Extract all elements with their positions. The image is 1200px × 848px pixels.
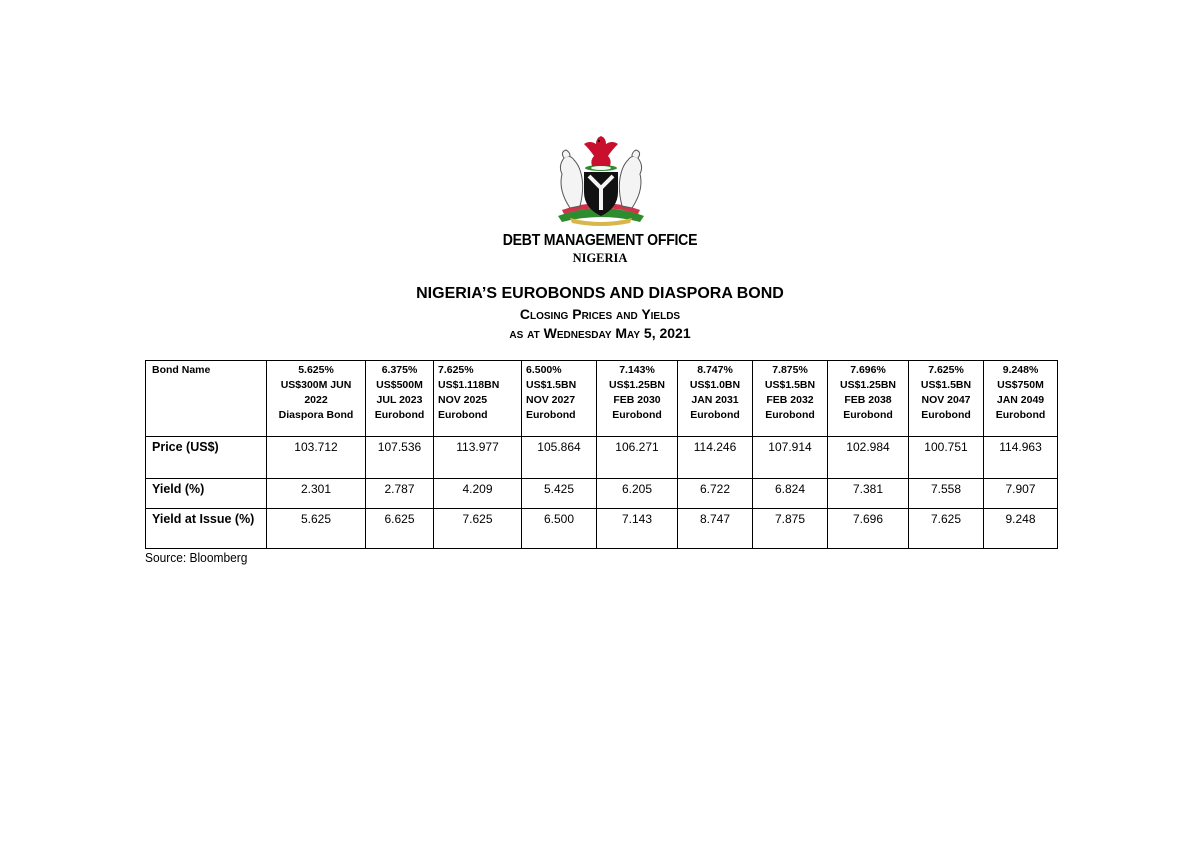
bond-line: US$1.25BN [608, 379, 666, 391]
bond-header [597, 361, 678, 437]
table-cell: 5.425 [522, 479, 597, 509]
crest-icon [540, 130, 662, 226]
table-row [146, 479, 1058, 509]
table-cell: 7.625 [909, 509, 984, 549]
bond-line: US$1.5BN [526, 379, 577, 391]
table-cell: 4.209 [434, 479, 522, 509]
table-cell: 107.536 [366, 437, 434, 479]
table-cell: 113.977 [434, 437, 522, 479]
bond-line: 5.625% [298, 364, 334, 376]
table-cell: 7.625 [434, 509, 522, 549]
org-title: DEBT MANAGEMENT OFFICE [502, 232, 698, 249]
table-cell: 2.301 [267, 479, 366, 509]
row-label: Yield (%) [146, 479, 267, 509]
bond-line: 8.747% [697, 364, 733, 376]
table-cell: 103.712 [267, 437, 366, 479]
table-cell: 100.751 [909, 437, 984, 479]
bond-line: US$1.5BN [920, 379, 972, 391]
bond-header [753, 361, 828, 437]
bond-line: Eurobond [612, 409, 662, 421]
bond-line: Eurobond [843, 409, 893, 421]
bond-line: 7.143% [619, 364, 655, 376]
bond-line: Eurobond [526, 409, 576, 421]
bond-line: US$1.118BN [438, 379, 500, 391]
document-title: NIGERIA’S EUROBONDS AND DIASPORA BOND [416, 285, 784, 302]
bond-header [434, 361, 522, 437]
bond-line: 7.625% [928, 364, 964, 376]
bond-line: FEB 2032 [766, 394, 814, 406]
table-cell: 8.747 [678, 509, 753, 549]
bond-line: NOV 2025 [438, 394, 488, 406]
document-date: as at Wednesday May 5, 2021 [509, 325, 691, 341]
bond-line: 7.875% [772, 364, 808, 376]
table-cell: 7.381 [828, 479, 909, 509]
bond-line: Diaspora Bond [278, 409, 354, 421]
bond-header [522, 361, 597, 437]
table-cell: 114.963 [984, 437, 1058, 479]
bond-line: 7.696% [850, 364, 886, 376]
table-cell: 2.787 [366, 479, 434, 509]
table-cell: 7.558 [909, 479, 984, 509]
table-cell: 107.914 [753, 437, 828, 479]
bond-line: US$1.0BN [689, 379, 741, 391]
bond-line: JAN 2031 [691, 394, 739, 406]
bond-line: 2022 [304, 394, 328, 406]
table-cell: 114.246 [678, 437, 753, 479]
bond-line: US$1.25BN [839, 379, 897, 391]
table-cell: 6.722 [678, 479, 753, 509]
table-cell: 102.984 [828, 437, 909, 479]
table-cell: 9.248 [984, 509, 1058, 549]
table-cell: 106.271 [597, 437, 678, 479]
bond-header [366, 361, 434, 437]
table-cell: 6.500 [522, 509, 597, 549]
bond-header [984, 361, 1058, 437]
bond-line: Eurobond [995, 409, 1046, 421]
corner-header: Bond Name [146, 361, 267, 437]
table-cell: 6.625 [366, 509, 434, 549]
bond-line: US$1.5BN [764, 379, 816, 391]
table-row [146, 437, 1058, 479]
bond-line: JUL 2023 [376, 394, 423, 406]
source-note: Source: Bloomberg [145, 550, 248, 565]
bond-line: 9.248% [1002, 364, 1039, 376]
bond-line: Eurobond [765, 409, 815, 421]
table-cell: 7.907 [984, 479, 1058, 509]
table-cell: 7.696 [828, 509, 909, 549]
bonds-table [145, 360, 1058, 549]
row-label: Price (US$) [146, 437, 267, 479]
bond-line: Eurobond [438, 409, 488, 421]
table-row [146, 509, 1058, 549]
table-cell: 6.824 [753, 479, 828, 509]
bond-line: NOV 2047 [921, 394, 971, 406]
org-country: NIGERIA [572, 251, 628, 265]
bond-line: Eurobond [690, 409, 740, 421]
document-subtitle: Closing Prices and Yields [519, 306, 681, 322]
bond-line: US$500M [376, 379, 423, 391]
bond-header [678, 361, 753, 437]
bond-header [267, 361, 366, 437]
bond-line: FEB 2038 [844, 394, 892, 406]
table-cell: 6.205 [597, 479, 678, 509]
bond-header [828, 361, 909, 437]
bond-header [909, 361, 984, 437]
table-cell: 5.625 [267, 509, 366, 549]
table-cell: 105.864 [522, 437, 597, 479]
table-cell: 7.143 [597, 509, 678, 549]
bond-line: FEB 2030 [613, 394, 661, 406]
table-header-row [146, 361, 1058, 437]
bond-line: US$750M [997, 379, 1044, 391]
bond-line: Eurobond [921, 409, 971, 421]
bond-line: JAN 2049 [996, 394, 1045, 406]
bond-line: 6.500% [526, 364, 562, 376]
bond-line: 7.625% [438, 364, 474, 376]
table-cell: 7.875 [753, 509, 828, 549]
bond-line: 6.375% [381, 364, 418, 376]
bond-line: US$300M JUN [280, 379, 352, 391]
row-label: Yield at Issue (%) [146, 509, 267, 549]
bond-line: Eurobond [374, 409, 425, 421]
bond-line: NOV 2027 [526, 394, 576, 406]
